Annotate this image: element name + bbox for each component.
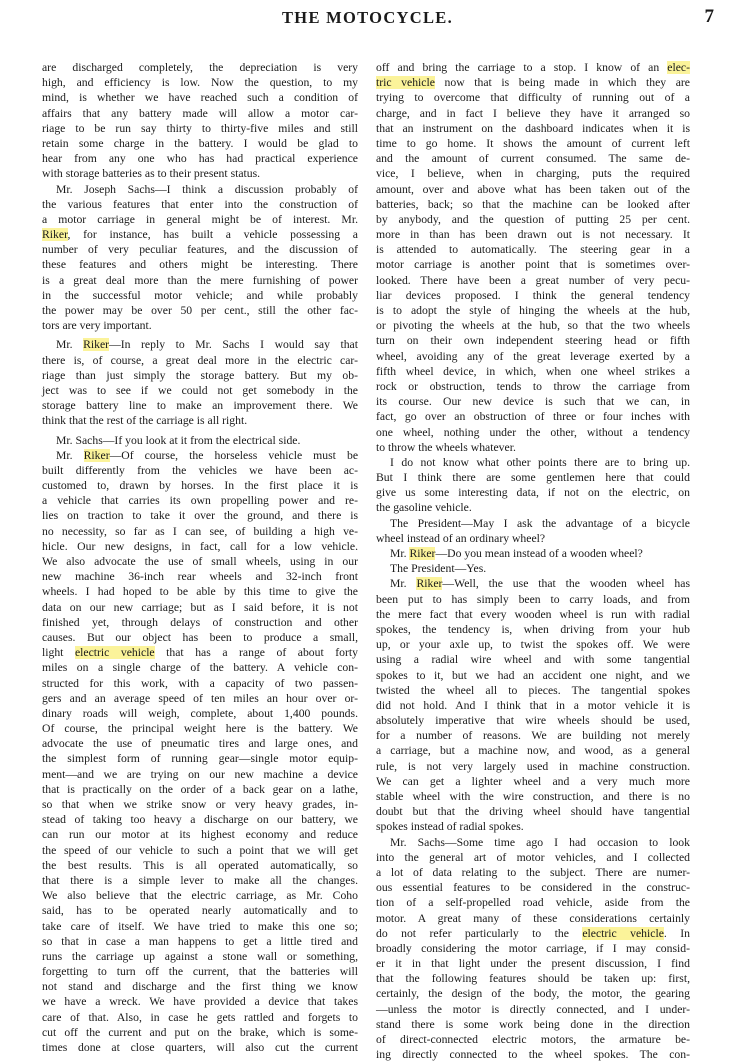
text-line: rule, is not very largely used in machine construction. [376, 759, 690, 773]
text-line: finished yet, through delays of construction and other [42, 615, 358, 629]
text-line: up, or your axle up, to twist the spokes off. We were [376, 638, 690, 652]
text-line: a vehicle that carries its own propelling power and re- [42, 494, 358, 508]
text-line: Mr. Sachs—If you look at it from the electrical side. [56, 433, 301, 447]
text-line: charge, and in fact I believe they have it arranged so [376, 106, 690, 120]
text-line: the mere fact that every wooden wheel is run with radial [376, 607, 690, 621]
journal-title: THE MOTOCYCLE. [282, 8, 454, 27]
text-line: stable wheel with the wire construction, and there is no [376, 790, 690, 803]
highlighted-term: Riker [42, 228, 68, 242]
text-line: the speed of our vehicle to such a point that we will get [42, 843, 358, 857]
text-line: looked. There have been a great number of very pecu- [376, 273, 690, 287]
text-line: in the successful motor vehicle; and while probably [42, 288, 358, 302]
text-line: batteries, back; so that the machine can be looked after [376, 197, 690, 211]
text-line: cut off the current and put on the brake, which is some- [42, 1025, 358, 1039]
text-line: The President—Yes. [390, 562, 487, 576]
text-line: Mr. Sachs—Some time ago I had occasion to look [390, 835, 690, 849]
text-line: no necessity, so far as I can see, of building a high ve- [42, 524, 358, 538]
highlighted-term: Riker [83, 448, 110, 462]
text-line: advocate the use of pneumatic tires and large ones, and [42, 737, 358, 751]
highlighted-term: Riker [409, 547, 436, 560]
text-line: fact, go over an obstruction of three or four inches with [376, 410, 690, 424]
text-line: into the general art of motor vehicles, and I collected [376, 850, 690, 864]
text-line: high, and efficiency is low. Now the question, to my [42, 76, 358, 90]
text-line: motor. A great many of these considerations certainly [376, 911, 690, 925]
text-line: forgetting to turn off the current, that the batteries will [42, 965, 358, 979]
text-line: tors are very important. [42, 319, 152, 333]
text-line: retain some charge in the battery. I would be glad to [42, 136, 358, 150]
text-line: hear from any one who has had practical experience [42, 152, 358, 166]
text-line: Riker, for instance, has built a vehicle possessing a [42, 228, 358, 242]
text-line: so that when we strike snow or very heavy grades, in- [42, 798, 358, 811]
text-line: been put to has simply been to carry loads, and from [376, 592, 690, 606]
text-line: built differently from the vehicles we have been ac- [42, 463, 358, 477]
text-line: new machine 36-inch rear wheels and 32-inch front [42, 570, 358, 584]
text-line: customed to, drawn by horses. In the first place it is [42, 479, 358, 493]
text-line: rock or obstruction, tends to throw the carriage from [376, 379, 690, 393]
text-line: a motor carriage in general might be of interest. Mr. [42, 212, 358, 226]
text-line: I do not know what other points there are to bring up. [390, 455, 690, 469]
highlighted-term: vehicle [401, 76, 435, 90]
text-line: not stand and discharge and the first thing we know [42, 980, 358, 994]
text-line: spokes, the tendency is, when driving from your hub [376, 622, 690, 636]
text-line: trying to overcome that difficulty of running out of a [376, 91, 690, 105]
text-line: causes. But our object has been to produce a small, [42, 630, 358, 644]
text-line: the best results. This is all operated automatically, so [42, 858, 358, 872]
text-line: is to adopt the style of hinging the wheels at the hub, [376, 304, 690, 317]
text-line: gers and an average speed of ten miles an hour over or- [42, 691, 358, 705]
highlighted-term: electric vehicle [582, 926, 664, 940]
text-line: ing directly connected to the wheel spokes. The con- [376, 1048, 690, 1062]
text-line: broadly considering the motor carriage, if I may consid- [376, 941, 690, 955]
text-line: runs the carriage up against a stone wall or something, [42, 949, 358, 963]
text-line: there is, of course, a great deal more in the electric car- [42, 353, 358, 367]
text-line: we have a wreck. We have provided a device that takes [42, 995, 358, 1009]
text-line: tric vehicle now that is being made in which they are [376, 76, 690, 90]
text-line: off and bring the carriage to a stop. I know of an elec- [376, 61, 690, 74]
text-line: Mr. Riker—In reply to Mr. Sachs I would say that [56, 338, 358, 352]
text-line: liar devices proposed. I think the general tendency [376, 288, 690, 302]
text-line: is a great deal more than the mere furnishing of power [42, 273, 358, 287]
text-line: by anybody, and the question of putting 25 per cent. [376, 212, 690, 226]
text-line: a carriage, but a machine now, and wood, as a general [376, 744, 690, 758]
text-line: data on our new carriage; but as I said before, it is not [42, 600, 358, 614]
text-line: using a radial wire wheel and with some tangential [376, 653, 690, 667]
text-line: We can get a lighter wheel and a very much more [376, 774, 690, 788]
text-line: stand there is some work being done in the direction [376, 1017, 690, 1031]
text-line: these features and others might be interesting. There [42, 258, 358, 272]
text-line: is attended to automatically. The steering gear in a [376, 243, 690, 257]
text-line: miles on a single charge of the battery. A vehicle con- [42, 661, 358, 675]
text-line: motor carriage is another point that is sometimes over- [376, 258, 690, 272]
text-line: vice, I believe, when in charging, puts the required [376, 167, 690, 181]
text-line: said, has to be operated nearly automatically and to [42, 904, 358, 918]
text-line: dinary roads will weigh, complete, about 1,400 pounds. [42, 706, 358, 720]
text-line: time to go home. It shows the amount of current left [376, 136, 690, 150]
text-line: one wheel, nothing under the other, without a tendency [376, 425, 690, 439]
text-line: that is practically on the order of a back gear on a lathe, [42, 782, 358, 796]
text-line: spokes to it, but we had an accident one night, and we [376, 668, 690, 682]
text-line: its course. Our new device is such that we can, in [376, 395, 690, 409]
text-line: that there is a simple lever to make all the changes. [42, 873, 358, 887]
text-line: for a number of reasons. We are building not merely [376, 729, 690, 743]
text-line: more in than has been drawn out is not necessary. It [376, 228, 690, 242]
text-line: are discharged completely, the depreciation is very [42, 61, 358, 74]
highlighted-term: electric vehicle [74, 646, 155, 660]
text-line: number of very peculiar features, and the discussion of [42, 243, 358, 257]
right-column [376, 60, 690, 1062]
text-line: take care of itself. We have tried to make this one so; [42, 919, 358, 933]
text-line: ous essential features to be considered in the construc- [376, 881, 690, 895]
text-line: wheel, avoiding any of the great leverage exerted by a [376, 349, 690, 363]
text-line: that the following features should be taken up: first, [376, 972, 690, 986]
text-line: the gasoline vehicle. [376, 501, 472, 515]
text-line: storage battery line to make an improvement there. We [42, 399, 358, 413]
left-column [42, 60, 358, 1055]
text-line: think that the rest of the carriage is all right. [42, 414, 248, 428]
highlighted-term: Riker [83, 338, 110, 352]
text-line: and the amount of current consumed. The same de- [376, 152, 690, 166]
text-line: with storage batteries as to their present status. [42, 167, 261, 181]
text-line: so that in case a man happens to get a little tired and [42, 934, 358, 948]
text-line: can run our motor at its highest economy and reduce [42, 828, 358, 842]
text-line: or pivoting the wheels at the hub, so that the two wheels [376, 319, 690, 333]
text-line: times done at close quarters, will also cut the current [42, 1041, 358, 1054]
text-line: fifth wheel device, in which, when one wheel strikes a [376, 364, 690, 378]
text-line: to throw the wheels whatever. [376, 440, 516, 454]
text-line: ment—and we are trying on our new machine a device [42, 767, 358, 781]
text-line: mind, is whether we have reached such a condition of [42, 91, 358, 105]
text-line: the simplest form of running gear—single motor equip- [42, 752, 358, 766]
text-line: wheels. I had hoped to be able by this time to give the [42, 585, 358, 599]
highlighted-term: Riker [416, 577, 443, 591]
text-line: Mr. Joseph Sachs—I think a discussion probably of [56, 182, 358, 196]
highlighted-term: elec- [667, 61, 690, 74]
text-line: do not refer particularly to the electric vehicle. In [376, 926, 690, 940]
text-line: tion of a self-propelled road vehicle, aside from the [376, 896, 690, 910]
text-line: affairs that any battery made will allow a motor car- [42, 106, 358, 120]
text-line: Mr. Riker—Well, the use that the wooden wheel has [390, 577, 690, 591]
text-line: a lot of data relating to the subject. There are numer- [376, 865, 690, 879]
text-line: the various features that enter into the construction of [42, 197, 358, 211]
text-line: hicle. Our new designs, in fact, call for a low vehicle. [42, 539, 358, 553]
text-line: amount, over and above what has been taken out of the [376, 182, 690, 196]
text-line: certainly, the design of the body, the motor, the gearing [376, 987, 690, 1001]
text-line: er it in that light under the present discussion, I find [376, 957, 690, 971]
text-line: Mr. Riker—Do you mean instead of a wooden wheel? [390, 547, 643, 560]
text-line: The President—May I ask the advantage of a bicycle [390, 516, 690, 530]
text-line: structed for this work, with a capacity of two passen- [42, 676, 358, 690]
text-line: wheel instead of an ordinary wheel? [376, 531, 546, 545]
text-line: But I think there are some gentlemen here that could [376, 471, 690, 485]
text-line: light electric vehicle that has a range of about forty [42, 646, 358, 660]
text-line: Of course, the principal weight here is the battery. We [42, 722, 358, 736]
text-line: care of that. Also, in case he gets rattled and forgets to [42, 1010, 358, 1024]
text-line: spokes instead of radial spokes. [376, 820, 524, 834]
text-line: ject was to see if we could not get somebody in the [42, 383, 358, 397]
text-line: absolutely imperative that wire wheels should be used, [376, 714, 690, 728]
text-line: lies on traction to take it over the ground, and there is [42, 509, 358, 523]
text-line: of direct-connected electric motors, the armature be- [376, 1033, 690, 1046]
page-number: 7 [704, 6, 714, 27]
text-line: Mr. Riker—Of course, the horseless vehicle must be [56, 448, 359, 462]
text-line: —unless the motor is directly connected, and I under- [376, 1002, 690, 1016]
text-line: doubt but that the driving wheel should have tangential [376, 805, 690, 819]
text-line: riage to be run say thirty to thirty-five miles and still [42, 121, 358, 135]
text-line: We also believe that the electric carriage, as Mr. Coho [42, 889, 358, 903]
text-line: turn on their own independent steering head or fifth [376, 334, 690, 348]
running-head [0, 6, 730, 36]
text-line: that an instrument on the dashboard indicates when it is [376, 121, 690, 135]
text-line: did not hold. And I think that in a motor vehicle it is [376, 698, 690, 712]
text-line: riage than just simply the storage battery. But my ob- [42, 368, 358, 382]
text-line: twisted the wheel all to pieces. The tangential spokes [376, 683, 690, 697]
text-line: stead of taking too heavy a discharge on our battery, we [42, 813, 358, 827]
text-line: the power may be over 50 per cent., still the other fac- [42, 304, 358, 317]
text-line: We also advocate the use of small wheels, using in our [42, 555, 358, 568]
text-line: give us some interesting data, if not on the electric, on [376, 486, 690, 500]
